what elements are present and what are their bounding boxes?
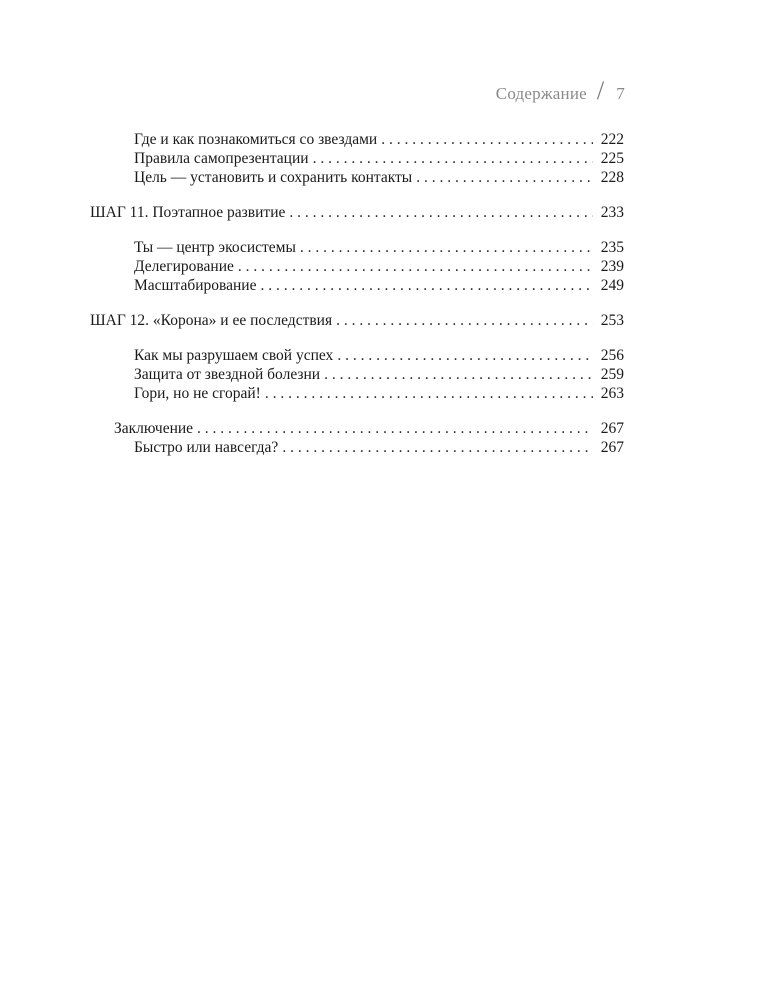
- toc-entry-page: 228: [600, 169, 624, 186]
- toc-dot-leader: [324, 365, 593, 384]
- toc-entry-page: 233: [600, 204, 624, 221]
- running-header-title: Содержание: [495, 84, 587, 103]
- toc-dot-leader: [265, 384, 593, 403]
- toc-entry-page: 267: [600, 439, 624, 456]
- toc-entry-page: 235: [600, 239, 624, 256]
- toc-entry-page: 253: [600, 312, 624, 329]
- toc-entry-title: Ты — центр экосистемы: [134, 239, 296, 256]
- toc-entry-page: 259: [600, 366, 624, 383]
- toc-dot-leader: [260, 276, 592, 295]
- toc-entry-title: Где и как познакомиться со звездами: [134, 131, 378, 148]
- toc-entry-title: Правила самопрезентации: [134, 150, 309, 167]
- toc-entry-title: Как мы разрушаем свой успех: [134, 347, 334, 364]
- toc-entry-title: Заключение: [114, 420, 194, 437]
- page-number: 7: [616, 84, 625, 103]
- toc-entry-page: 225: [600, 150, 624, 167]
- toc-entry-title: Защита от звездной болезни: [134, 366, 321, 383]
- toc-entry-title: Гори, но не сгорай!: [134, 385, 261, 402]
- toc-entry-page: 249: [600, 277, 624, 294]
- toc-entry-page: 267: [600, 420, 624, 437]
- toc-entry-title: Масштабирование: [134, 277, 257, 294]
- toc-entry-title: Цель — установить и сохранить контакты: [134, 169, 413, 186]
- running-header-separator: /: [596, 76, 605, 105]
- toc-entry: [90, 346, 624, 365]
- toc-dot-leader: [381, 130, 593, 149]
- toc-dot-leader: [238, 257, 593, 276]
- toc-entry-title: Делегирование: [134, 258, 234, 275]
- toc-entry: [90, 438, 624, 457]
- toc-entry-page: 263: [600, 385, 624, 402]
- toc-entry-title: ШАГ 11. Поэтапное развитие: [90, 204, 286, 221]
- toc-entry: [90, 149, 624, 168]
- toc-entry: [90, 384, 624, 403]
- toc-dot-leader: [197, 419, 593, 438]
- table-of-contents: [90, 130, 624, 457]
- running-header: [496, 76, 625, 106]
- toc-entry-title: Быстро или навсегда?: [134, 439, 279, 456]
- toc-entry-page: 256: [600, 347, 624, 364]
- toc-dot-leader: [282, 438, 592, 457]
- toc-conclusion: [90, 419, 624, 438]
- toc-dot-leader: [313, 149, 593, 168]
- toc-entry-page: 222: [600, 131, 624, 148]
- toc-entry-title: ШАГ 12. «Корона» и ее последствия: [90, 312, 333, 329]
- toc-entry-page: 239: [600, 258, 624, 275]
- toc-dot-leader: [289, 203, 592, 222]
- toc-dot-leader: [336, 311, 593, 330]
- toc-chapter: [90, 203, 624, 222]
- toc-dot-leader: [416, 168, 593, 187]
- toc-entry: [90, 168, 624, 187]
- toc-entry: [90, 238, 624, 257]
- toc-dot-leader: [337, 346, 592, 365]
- toc-entry: [90, 130, 624, 149]
- toc-dot-leader: [300, 238, 593, 257]
- toc-entry: [90, 257, 624, 276]
- toc-chapter: [90, 311, 624, 330]
- toc-entry: [90, 365, 624, 384]
- toc-entry: [90, 276, 624, 295]
